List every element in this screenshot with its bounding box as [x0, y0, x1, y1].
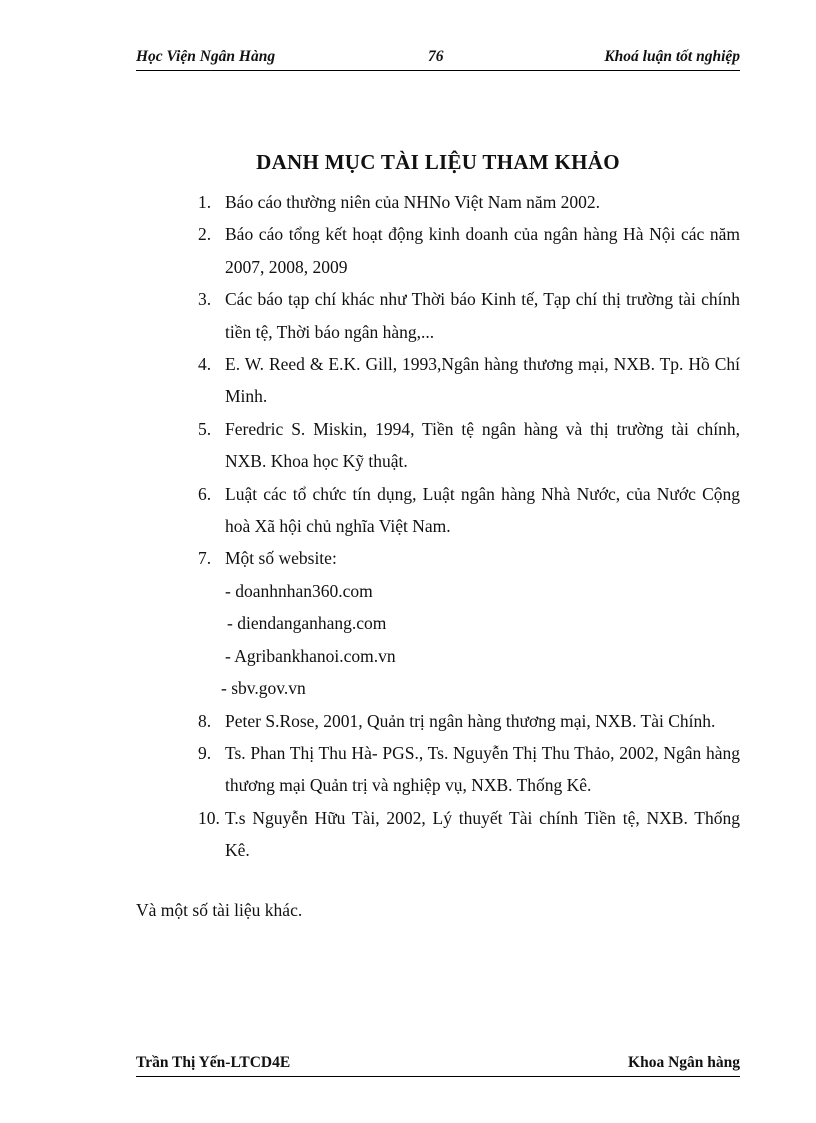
reference-item: 3. Các báo tạp chí khác như Thời báo Kinh tế, Tạp chí thị trường tài chính tiền tệ, Thời báo ngân hàng,... [198, 289, 740, 342]
reference-item: 1. Báo cáo thường niên của NHNo Việt Nam năm 2002. [198, 192, 601, 212]
footer-author: Trần Thị Yến-LTCD4E [136, 1054, 291, 1071]
reference-list [198, 186, 740, 867]
header-document-type: Khoá luận tốt nghiệp [604, 48, 740, 65]
reference-item: 4. E. W. Reed & E.K. Gill, 1993,Ngân hàng thương mại, NXB. Tp. Hồ Chí Minh. [198, 354, 740, 407]
reference-item: 8. Peter S.Rose, 2001, Quản trị ngân hàng thương mại, NXB. Tài Chính. [198, 710, 716, 731]
reference-item: 10. T.s Nguyễn Hữu Tài, 2002, Lý thuyết Tài chính Tiền tệ, NXB. Thống Kê. [198, 807, 740, 861]
footer-faculty: Khoa Ngân hàng [628, 1054, 740, 1071]
website-entry: - doanhnhan360.com [225, 580, 373, 601]
page-footer [136, 1054, 740, 1077]
reference-item: 9. Ts. Phan Thị Thu Hà- PGS., Ts. Nguyễn Thị Thu Thảo, 2002, Ngân hàng thương mại Quản trị và nghiệp vụ, NXB. Thống Kê. [198, 742, 740, 796]
closing-note: Và một số tài liệu khác. [136, 900, 303, 920]
page-title: DANH MỤC TÀI LIỆU THAM KHẢO [256, 150, 620, 174]
reference-item-websites: 7. Một số website: - doanhnhan360.com - diendanganhang.com - Agribankhanoi.com.vn - sbv.gov.vn [198, 542, 740, 704]
page-header [136, 48, 740, 71]
website-entry: - diendanganhang.com [227, 613, 387, 634]
reference-item: 5. Feredric S. Miskin, 1994, Tiền tệ ngân hàng và thị trường tài chính, NXB. Khoa học Kỹ thuật. [198, 418, 740, 472]
websites-label: Một số website: [225, 548, 337, 569]
header-institution: Học Viện Ngân Hàng [136, 48, 276, 65]
header-page-number: 76 [428, 48, 444, 65]
website-entry: - Agribankhanoi.com.vn [225, 645, 396, 666]
reference-item: 6. Luật các tổ chức tín dụng, Luật ngân hàng Nhà Nước, của Nước Cộng hoà Xã hội chủ nghĩa Việt Nam. [198, 483, 740, 537]
reference-item: 2. Báo cáo tổng kết hoạt động kinh doanh của ngân hàng Hà Nội các năm 2007, 2008, 2009 [198, 224, 740, 277]
website-entry: - sbv.gov.vn [221, 678, 306, 699]
